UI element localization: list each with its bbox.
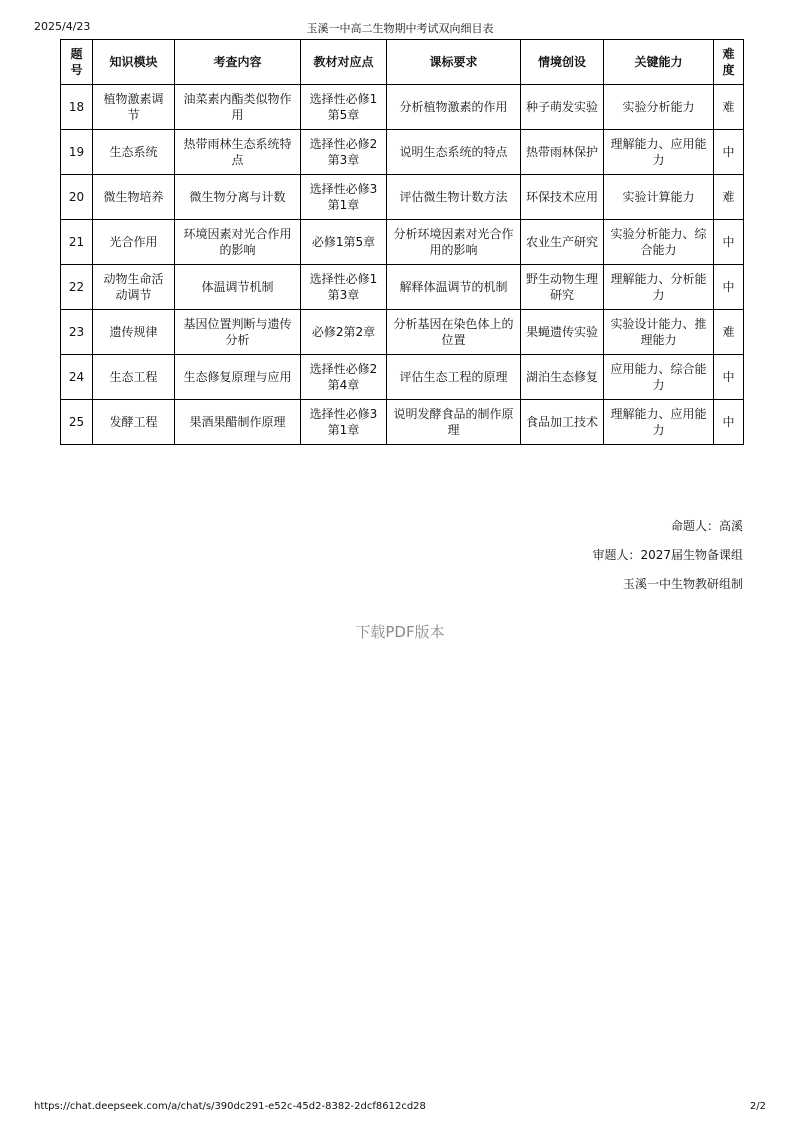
cell-standard: 说明生态系统的特点 bbox=[387, 130, 521, 175]
cell-module: 生态系统 bbox=[93, 130, 175, 175]
cell-context: 野生动物生理研究 bbox=[521, 265, 604, 310]
table-row bbox=[61, 85, 744, 130]
cell-context: 热带雨林保护 bbox=[521, 130, 604, 175]
col-header-standard: 课标要求 bbox=[387, 40, 521, 85]
footer-url: https://chat.deepseek.com/a/chat/s/390dc291-e52c-45d2-8382-2dcf8612cd28 bbox=[34, 1101, 426, 1112]
cell-standard: 分析环境因素对光合作用的影响 bbox=[387, 220, 521, 265]
reviewer-credit: 审题人：2027届生物备课组 bbox=[592, 548, 743, 562]
table-row bbox=[61, 265, 744, 310]
cell-textbook: 选择性必修2第4章 bbox=[301, 355, 387, 400]
organization-credit: 玉溪一中生物教研组制 bbox=[622, 577, 743, 591]
col-header-ability: 关键能力 bbox=[604, 40, 714, 85]
cell-number: 18 bbox=[61, 85, 93, 130]
cell-difficulty: 难 bbox=[714, 85, 744, 130]
cell-context: 环保技术应用 bbox=[521, 175, 604, 220]
cell-standard: 说明发酵食品的制作原理 bbox=[387, 400, 521, 445]
cell-number: 21 bbox=[61, 220, 93, 265]
cell-content: 微生物分离与计数 bbox=[175, 175, 301, 220]
cell-content: 生态修复原理与应用 bbox=[175, 355, 301, 400]
cell-ability: 理解能力、应用能力 bbox=[604, 130, 714, 175]
cell-module: 光合作用 bbox=[93, 220, 175, 265]
cell-number: 24 bbox=[61, 355, 93, 400]
cell-textbook: 选择性必修1第3章 bbox=[301, 265, 387, 310]
cell-ability: 应用能力、综合能力 bbox=[604, 355, 714, 400]
col-header-difficulty: 难度 bbox=[714, 40, 744, 85]
page-title: 玉溪一中高二生物期中考试双向细目表 bbox=[306, 22, 494, 35]
cell-standard: 评估生态工程的原理 bbox=[387, 355, 521, 400]
cell-ability: 实验设计能力、推理能力 bbox=[604, 310, 714, 355]
cell-textbook: 必修1第5章 bbox=[301, 220, 387, 265]
table-row bbox=[61, 310, 744, 355]
cell-standard: 分析植物激素的作用 bbox=[387, 85, 521, 130]
table-row bbox=[61, 175, 744, 220]
col-header-module: 知识模块 bbox=[93, 40, 175, 85]
cell-number: 20 bbox=[61, 175, 93, 220]
cell-difficulty: 中 bbox=[714, 220, 744, 265]
cell-module: 生态工程 bbox=[93, 355, 175, 400]
col-header-content: 考查内容 bbox=[175, 40, 301, 85]
cell-textbook: 必修2第2章 bbox=[301, 310, 387, 355]
cell-number: 19 bbox=[61, 130, 93, 175]
table-row bbox=[61, 355, 744, 400]
cell-content: 环境因素对光合作用的影响 bbox=[175, 220, 301, 265]
cell-number: 23 bbox=[61, 310, 93, 355]
cell-difficulty: 中 bbox=[714, 400, 744, 445]
cell-standard: 解释体温调节的机制 bbox=[387, 265, 521, 310]
cell-ability: 实验分析能力 bbox=[604, 85, 714, 130]
cell-context: 湖泊生态修复 bbox=[521, 355, 604, 400]
spec-table bbox=[60, 39, 744, 445]
cell-textbook: 选择性必修1第5章 bbox=[301, 85, 387, 130]
cell-content: 基因位置判断与遗传分析 bbox=[175, 310, 301, 355]
cell-module: 发酵工程 bbox=[93, 400, 175, 445]
cell-module: 植物激素调节 bbox=[93, 85, 175, 130]
cell-textbook: 选择性必修3第1章 bbox=[301, 400, 387, 445]
cell-number: 22 bbox=[61, 265, 93, 310]
cell-module: 微生物培养 bbox=[93, 175, 175, 220]
cell-number: 25 bbox=[61, 400, 93, 445]
cell-ability: 实验分析能力、综合能力 bbox=[604, 220, 714, 265]
print-date: 2025/4/23 bbox=[34, 20, 91, 33]
cell-standard: 评估微生物计数方法 bbox=[387, 175, 521, 220]
cell-context: 食品加工技术 bbox=[521, 400, 604, 445]
cell-textbook: 选择性必修3第1章 bbox=[301, 175, 387, 220]
cell-context: 果蝇遗传实验 bbox=[521, 310, 604, 355]
col-header-textbook: 教材对应点 bbox=[301, 40, 387, 85]
cell-difficulty: 难 bbox=[714, 175, 744, 220]
cell-ability: 实验计算能力 bbox=[604, 175, 714, 220]
table-row bbox=[61, 130, 744, 175]
download-pdf-link[interactable]: 下载PDF版本 bbox=[355, 623, 445, 641]
cell-module: 遗传规律 bbox=[93, 310, 175, 355]
cell-context: 农业生产研究 bbox=[521, 220, 604, 265]
cell-content: 油菜素内酯类似物作用 bbox=[175, 85, 301, 130]
table-header bbox=[61, 40, 744, 85]
author-credit: 命题人：高溪 bbox=[670, 519, 743, 533]
table-row bbox=[61, 400, 744, 445]
cell-content: 果酒果醋制作原理 bbox=[175, 400, 301, 445]
table-row bbox=[61, 220, 744, 265]
cell-ability: 理解能力、分析能力 bbox=[604, 265, 714, 310]
page-number: 2/2 bbox=[749, 1101, 766, 1112]
cell-context: 种子萌发实验 bbox=[521, 85, 604, 130]
cell-ability: 理解能力、应用能力 bbox=[604, 400, 714, 445]
cell-difficulty: 中 bbox=[714, 265, 744, 310]
cell-difficulty: 中 bbox=[714, 355, 744, 400]
cell-standard: 分析基因在染色体上的位置 bbox=[387, 310, 521, 355]
cell-content: 体温调节机制 bbox=[175, 265, 301, 310]
cell-content: 热带雨林生态系统特点 bbox=[175, 130, 301, 175]
cell-module: 动物生命活动调节 bbox=[93, 265, 175, 310]
col-header-number: 题号 bbox=[61, 40, 93, 85]
cell-difficulty: 中 bbox=[714, 130, 744, 175]
cell-textbook: 选择性必修2第3章 bbox=[301, 130, 387, 175]
cell-difficulty: 难 bbox=[714, 310, 744, 355]
col-header-context: 情境创设 bbox=[521, 40, 604, 85]
